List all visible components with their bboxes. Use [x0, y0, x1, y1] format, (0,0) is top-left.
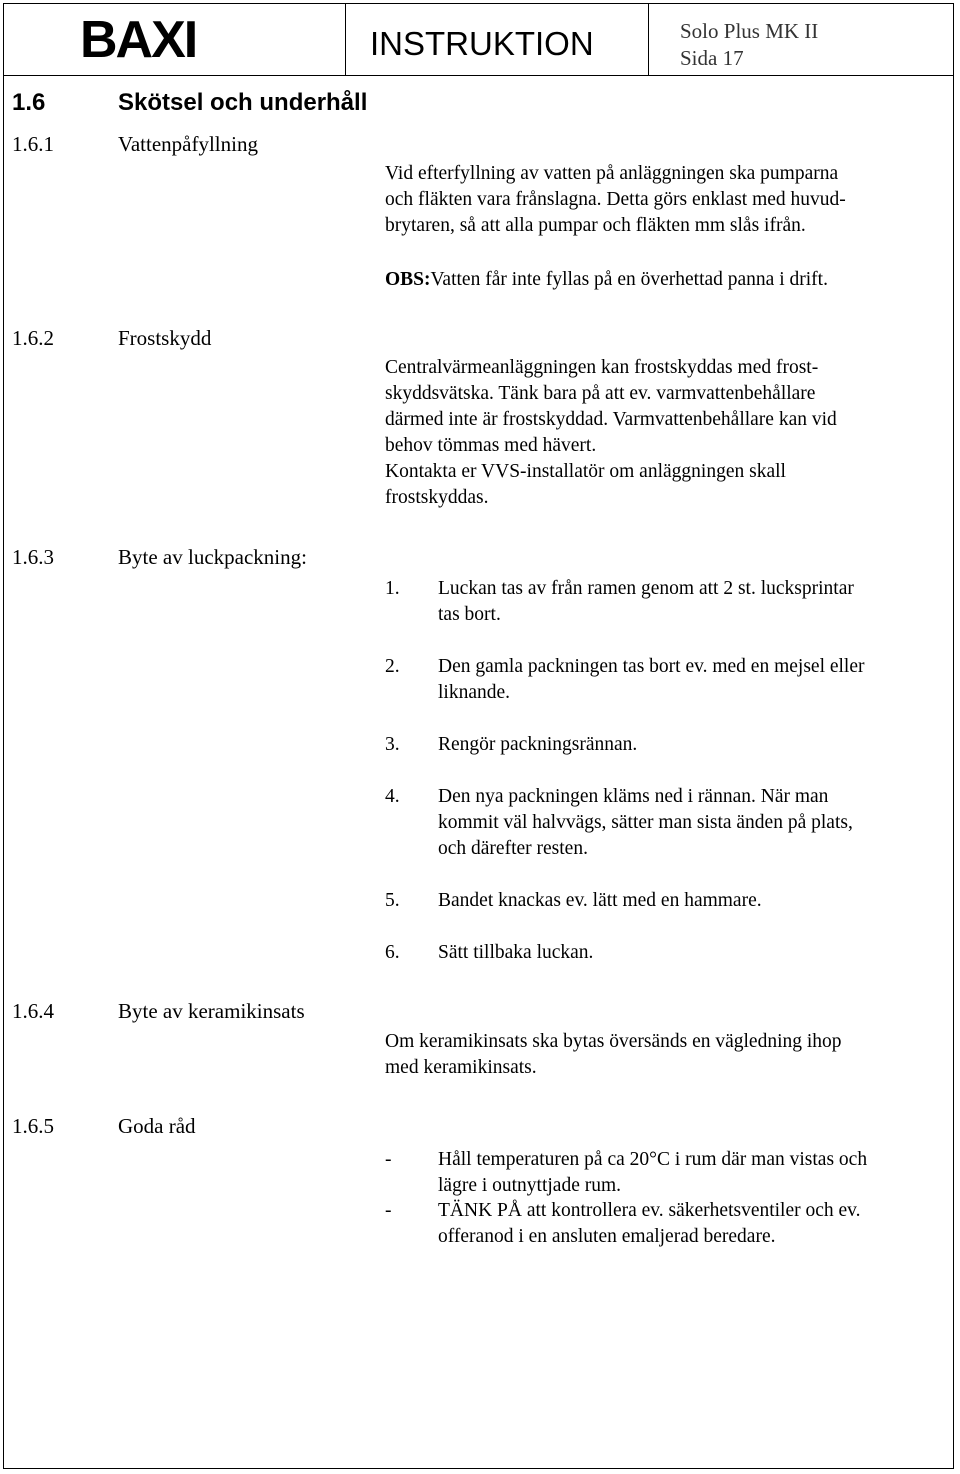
- text-line: och därefter resten.: [438, 838, 588, 859]
- subsection-title: Frostskydd: [118, 326, 212, 350]
- text-line: liknande.: [438, 682, 511, 703]
- text-line: lägre i outnyttjade rum.: [438, 1175, 622, 1196]
- subsection-title: Goda råd: [118, 1114, 196, 1138]
- text-line: offeranod i en ansluten emaljerad beredare.: [438, 1226, 776, 1247]
- document-title: INSTRUKTION: [370, 25, 594, 62]
- product-name: Solo Plus MK II: [680, 19, 819, 43]
- text-line: med keramikinsats.: [385, 1057, 537, 1078]
- document-meta: [680, 18, 818, 72]
- subsection-title: Byte av luckpackning:: [118, 545, 307, 569]
- subsection-text: [385, 1029, 950, 1081]
- list-marker: 1.: [385, 578, 400, 599]
- text-line: Den nya packningen kläms ned i rännan. När man: [438, 786, 829, 807]
- text-line: Luckan tas av från ramen genom att 2 st. lucksprintar: [438, 578, 854, 599]
- subsection-number: 1.6.3: [12, 545, 54, 569]
- text-line: brytaren, så att alla pumpar och fläkten mm slås ifrån.: [385, 215, 806, 236]
- subsection-number: 1.6.5: [12, 1114, 54, 1138]
- subsection-title: Byte av keramikinsats: [118, 999, 305, 1023]
- text-line: Centralvärmeanläggningen kan frostskyddas med frost-: [385, 357, 819, 378]
- list-marker: 3.: [385, 734, 400, 755]
- subsection-text: [385, 161, 950, 239]
- note-label: OBS:: [385, 269, 431, 290]
- header-divider: [3, 75, 954, 76]
- subsection-text: [385, 355, 950, 511]
- header-divider-vertical: [648, 3, 649, 75]
- text-line: Kontakta er VVS-installatör om anläggningen skall: [385, 461, 786, 482]
- text-line: därmed inte är frostskyddad. Varmvattenbehållare kan vid: [385, 409, 837, 430]
- list-marker: 4.: [385, 786, 400, 807]
- text-line: Håll temperaturen på ca 20°C i rum där man vistas och: [438, 1149, 868, 1170]
- section-title: Skötsel och underhåll: [118, 89, 368, 116]
- text-line: skyddsvätska. Tänk bara på att ev. varmvattenbehållare: [385, 383, 816, 404]
- list-marker: -: [385, 1200, 392, 1221]
- text-line: Rengör packningsrännan.: [438, 734, 638, 755]
- text-line: och fläkten vara frånslagna. Detta görs enklast med huvud-: [385, 189, 846, 210]
- text-line: Bandet knackas ev. lätt med en hammare.: [438, 890, 762, 911]
- section-number: 1.6: [12, 89, 46, 116]
- text-line: Om keramikinsats ska bytas översänds en vägledning ihop: [385, 1031, 842, 1052]
- text-line: Sätt tillbaka luckan.: [438, 942, 594, 963]
- text-line: Vid efterfyllning av vatten på anläggningen ska pumparna: [385, 163, 839, 184]
- subsection-title: Vattenpåfyllning: [118, 132, 258, 156]
- text-line: behov tömmas med hävert.: [385, 435, 597, 456]
- text-line: tas bort.: [438, 604, 501, 625]
- subsection-number: 1.6.1: [12, 132, 54, 156]
- text-line: kommit väl halvvägs, sätter man sista änden på plats,: [438, 812, 853, 833]
- subsection-number: 1.6.2: [12, 326, 54, 350]
- text-line: Den gamla packningen tas bort ev. med en mejsel eller: [438, 656, 865, 677]
- note: [385, 267, 950, 293]
- list-marker: 6.: [385, 942, 400, 963]
- list-marker: 5.: [385, 890, 400, 911]
- subsection-number: 1.6.4: [12, 999, 54, 1023]
- header-divider-vertical: [345, 3, 346, 75]
- page-number: Sida 17: [680, 46, 744, 70]
- list-marker: 2.: [385, 656, 400, 677]
- text-line: TÄNK PÅ att kontrollera ev. säkerhetsventiler och ev.: [438, 1200, 861, 1221]
- note-text: Vatten får inte fyllas på en överhettad panna i drift.: [430, 269, 828, 290]
- text-line: frostskyddas.: [385, 487, 489, 508]
- list-marker: -: [385, 1149, 392, 1170]
- baxi-logo: BAXI: [80, 11, 197, 69]
